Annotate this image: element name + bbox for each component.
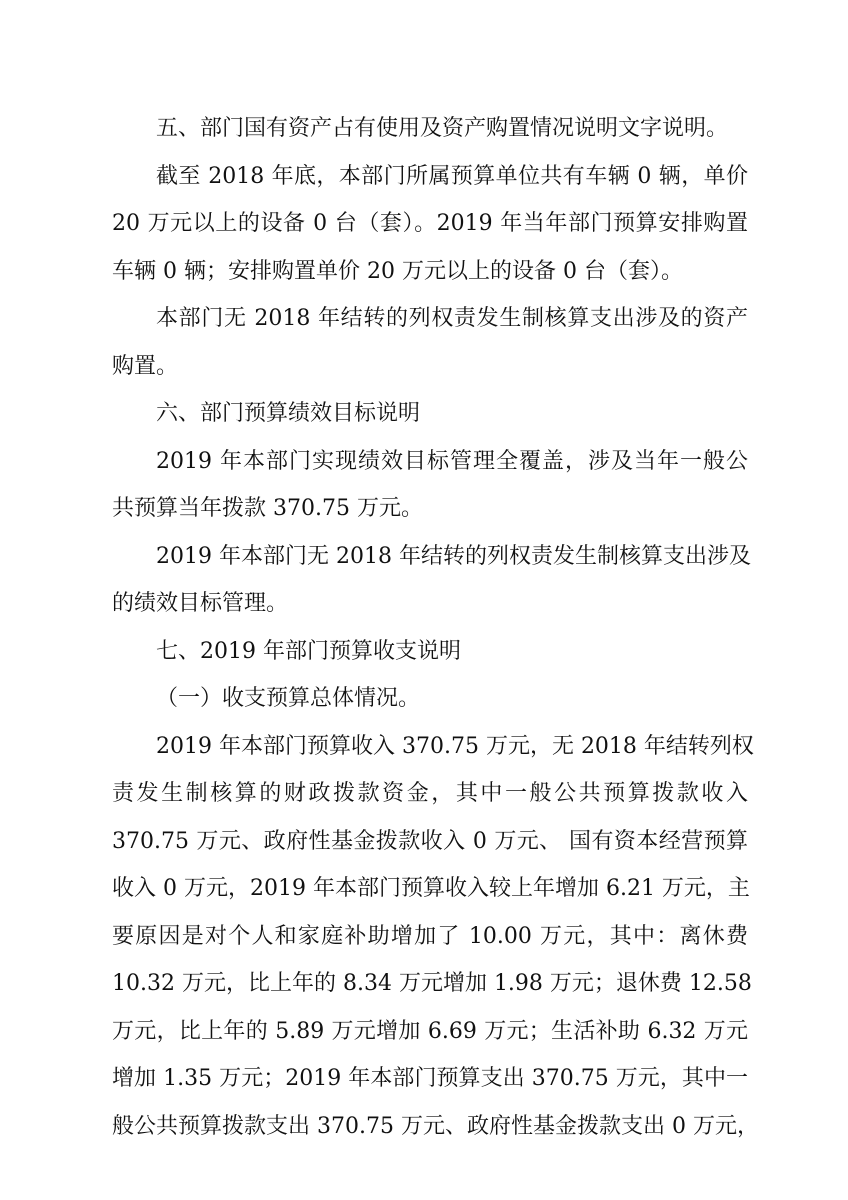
section-heading bbox=[112, 105, 748, 153]
section-heading bbox=[112, 390, 748, 438]
text-line: 车辆 0 辆；安排购置单价 20 万元以上的设备 0 台（套）。 bbox=[112, 258, 683, 284]
text-line: 购置。 bbox=[112, 353, 179, 379]
text-line: 共预算当年拨款 370.75 万元。 bbox=[112, 496, 423, 521]
text-line: 般公共预算拨款支出 370.75 万元、政府性基金拨款支出 0 万元， bbox=[112, 1113, 759, 1139]
text-line: 万元，比上年的 5.89 万元增加 6.69 万元；生活补助 6.32 万元 bbox=[112, 1018, 748, 1044]
text-line: 七、2019 年部门预算收支说明 bbox=[156, 638, 461, 664]
text-line: 收入 0 万元，2019 年本部门预算收入较上年增加 6.21 万元，主 bbox=[112, 876, 750, 901]
text-line: 的绩效目标管理。 bbox=[112, 591, 289, 616]
paragraph bbox=[112, 295, 748, 390]
text-line: 370.75 万元、政府性基金拨款收入 0 万元、 国有资本经营预算 bbox=[112, 828, 748, 854]
text-line: 20 万元以上的设备 0 台（套）。2019 年当年部门预算安排购置 bbox=[112, 211, 748, 236]
text-line: 增加 1.35 万元；2019 年本部门预算支出 370.75 万元，其中一 bbox=[112, 1066, 748, 1091]
text-line: 六、部门预算绩效目标说明 bbox=[156, 401, 421, 426]
text-line: 2019 年本部门实现绩效目标管理全覆盖，涉及当年一般公 bbox=[156, 448, 748, 474]
text-line: 要原因是对个人和家庭补助增加了 10.00 万元，其中：离休费 bbox=[112, 923, 748, 949]
text-line: 责发生制核算的财政拨款资金，其中一般公共预算拨款收入 bbox=[112, 781, 748, 806]
text-line: 10.32 万元，比上年的 8.34 万元增加 1.98 万元；退休费 12.58 bbox=[112, 971, 752, 996]
text-line: （一）收支预算总体情况。 bbox=[156, 686, 421, 711]
subsection-heading bbox=[112, 675, 748, 723]
paragraph bbox=[112, 533, 751, 628]
text-line: 五、部门国有资产占有使用及资产购置情况说明文字说明。 bbox=[156, 116, 729, 141]
paragraph bbox=[112, 438, 748, 533]
section-heading bbox=[112, 628, 748, 676]
text-line: 2019 年本部门预算收入 370.75 万元，无 2018 年结转列权 bbox=[156, 733, 754, 759]
document-body bbox=[112, 105, 759, 1150]
text-line: 本部门无 2018 年结转的列权责发生制核算支出涉及的资产 bbox=[156, 306, 748, 331]
paragraph bbox=[112, 723, 759, 1151]
paragraph bbox=[112, 153, 748, 296]
text-line: 截至 2018 年底，本部门所属预算单位共有车辆 0 辆，单价 bbox=[156, 163, 748, 189]
text-line: 2019 年本部门无 2018 年结转的列权责发生制核算支出涉及 bbox=[156, 543, 751, 569]
